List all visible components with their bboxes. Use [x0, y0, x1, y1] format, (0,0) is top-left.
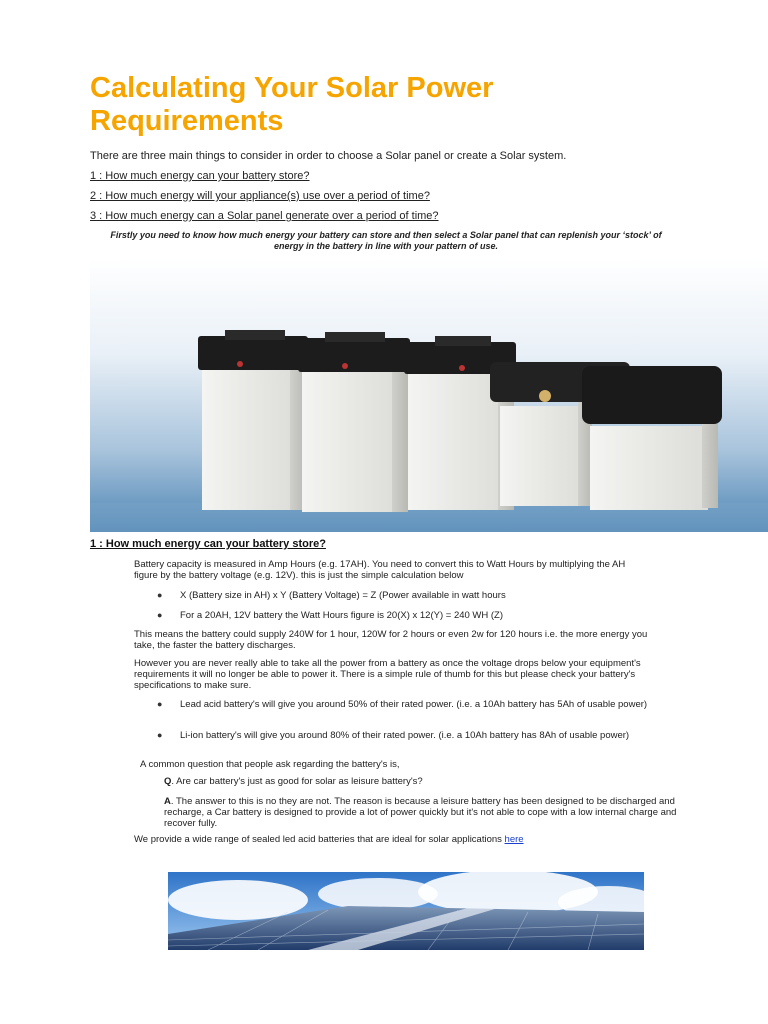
bullet-dot: ● — [157, 610, 163, 620]
bullet-dot: ● — [157, 590, 163, 600]
question-1: 1 : How much energy can your battery store? — [90, 170, 310, 182]
discharge-paragraph: This means the battery could supply 240W for 1 hour, 120W for 2 hours or even 2w for 120 hours i.e. the more energy you take, the faster the battery discharges. — [134, 629, 648, 651]
faq-question — [164, 776, 664, 787]
bullet-example: For a 20AH, 12V battery the Watt Hours figure is 20(X) x 12(Y) = 240 WH (Z) — [180, 610, 504, 621]
faq-answer — [164, 796, 680, 829]
battery-2-graphic — [298, 332, 410, 512]
question-3: 3 : How much energy can a Solar panel generate over a period of time? — [90, 210, 439, 222]
capacity-paragraph: Battery capacity is measured in Amp Hours (e.g. 17AH). You need to convert this to Watt Hours by multiplying the AH figure by the battery voltage (e.g. 12V). this is just the simple calculation below — [134, 559, 626, 581]
bullet-lead-acid: Lead acid battery's will give you around 50% of their rated power. (i.e. a 10Ah battery has 5Ah of usable power) — [180, 699, 648, 710]
a-label: A — [164, 796, 171, 807]
battery-photo — [90, 258, 768, 532]
bullet-dot: ● — [157, 730, 163, 740]
bullet-dot: ● — [157, 699, 163, 709]
q-label: Q — [164, 776, 172, 787]
section-heading: 1 : How much energy can your battery store? — [90, 538, 326, 550]
q-text: . Are car battery's just as good for solar as leisure battery's? — [171, 776, 423, 787]
provide-text: We provide a wide range of sealed led acid batteries that are ideal for solar applications — [134, 834, 505, 845]
voltage-paragraph: However you are never really able to take all the power from a battery as once the voltage drops below your equipment's requirements it will no longer be able to power it. There is a simple rule of thumb for this but please check your battery's specifications to make sure. — [134, 658, 641, 691]
provide-paragraph — [134, 834, 694, 845]
common-question-text: A common question that people ask regarding the battery's is, — [140, 759, 400, 770]
battery-1-graphic — [198, 330, 308, 510]
intro-text: There are three main things to consider in order to choose a Solar panel or create a Solar system. — [90, 150, 567, 162]
here-link[interactable]: here — [504, 834, 524, 845]
bullet-li-ion: Li-ion battery's will give you around 80% of their rated power. (i.e. a 10Ah battery has 8Ah of usable power) — [180, 730, 630, 741]
question-2: 2 : How much energy will your appliance(s) use over a period of time? — [90, 190, 430, 202]
battery-5-graphic — [582, 366, 722, 510]
intro-note: Firstly you need to know how much energy your battery can store and then select a Solar panel that can replenish your ‘stock’ of energy in the battery in line with your pattern of use. — [110, 230, 662, 251]
a-text: . The answer to this is no they are not. The reason is because a leisure battery has been designed to be discharged and recharge, a Car battery is designed to provide a lot of power quickly but it's not able to cope with a low internal charge and recover fully. — [164, 796, 677, 829]
solar-panel-photo — [168, 872, 644, 950]
page-title: Calculating Your Solar Power Requirements — [90, 72, 494, 137]
bullet-formula: X (Battery size in AH) x Y (Battery Voltage) = Z (Power available in watt hours — [180, 590, 506, 601]
